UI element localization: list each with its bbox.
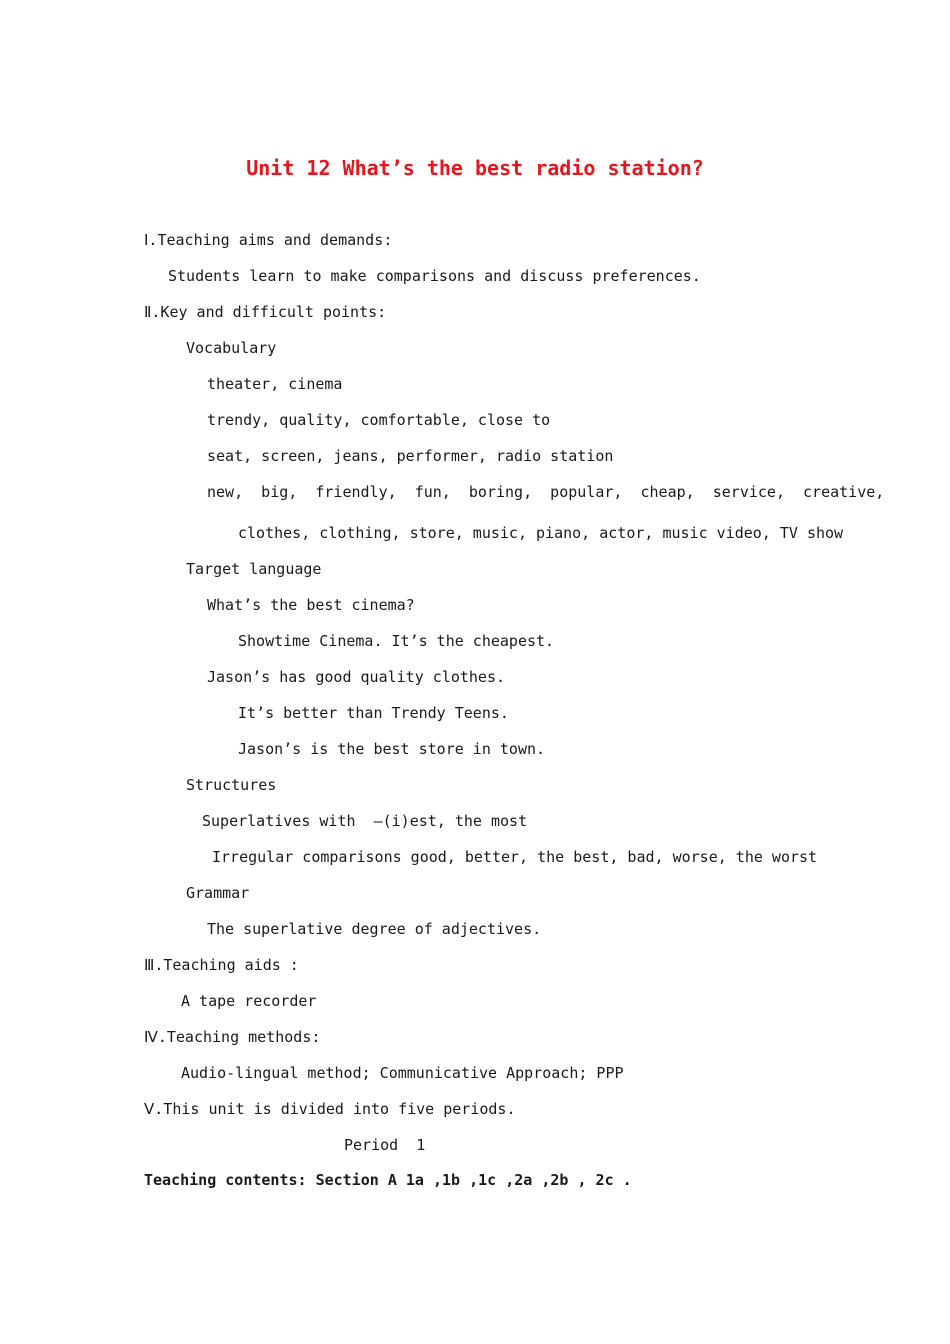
section-1-heading: Ⅰ.Teaching aims and demands: (144, 231, 393, 249)
vocab-line: theater, cinema (207, 375, 343, 393)
target-language-label: Target language (186, 560, 322, 578)
target-line: Jason’s is the best store in town. (238, 740, 546, 758)
structure-line: Irregular comparisons good, better, the best, bad, worse, the worst (212, 848, 818, 866)
target-line: Showtime Cinema. It’s the cheapest. (238, 632, 555, 650)
teaching-contents: Teaching contents: Section A 1a ,1b ,1c ,2a ,2b , 2c . (144, 1171, 632, 1189)
vocab-line: new, big, friendly, fun, boring, popular, cheap, service, creative, (207, 483, 885, 501)
section-2-heading: Ⅱ.Key and difficult points: (144, 303, 387, 321)
target-line: Jason’s has good quality clothes. (207, 668, 506, 686)
section-4-heading: Ⅳ.Teaching methods: (144, 1028, 321, 1046)
section-4-text: Audio-lingual method; Communicative Approach; PPP (181, 1064, 624, 1082)
page-title: Unit 12 What’s the best radio station? (246, 156, 704, 180)
vocab-line: seat, screen, jeans, performer, radio station (207, 447, 614, 465)
period-heading: Period 1 (344, 1136, 426, 1154)
section-3-text: A tape recorder (181, 992, 317, 1010)
structure-line: Superlatives with –(i)est, the most (202, 812, 528, 830)
section-5-heading: Ⅴ.This unit is divided into five periods. (144, 1100, 516, 1118)
vocabulary-label: Vocabulary (186, 339, 277, 357)
grammar-text: The superlative degree of adjectives. (207, 920, 542, 938)
target-line: It’s better than Trendy Teens. (238, 704, 509, 722)
section-3-heading: Ⅲ.Teaching aids : (144, 956, 299, 974)
structures-label: Structures (186, 776, 277, 794)
target-line: What’s the best cinema? (207, 596, 415, 614)
vocab-line: clothes, clothing, store, music, piano, actor, music video, TV show (238, 524, 844, 542)
vocab-line: trendy, quality, comfortable, close to (207, 411, 551, 429)
grammar-label: Grammar (186, 884, 250, 902)
section-1-text: Students learn to make comparisons and discuss preferences. (168, 267, 701, 285)
